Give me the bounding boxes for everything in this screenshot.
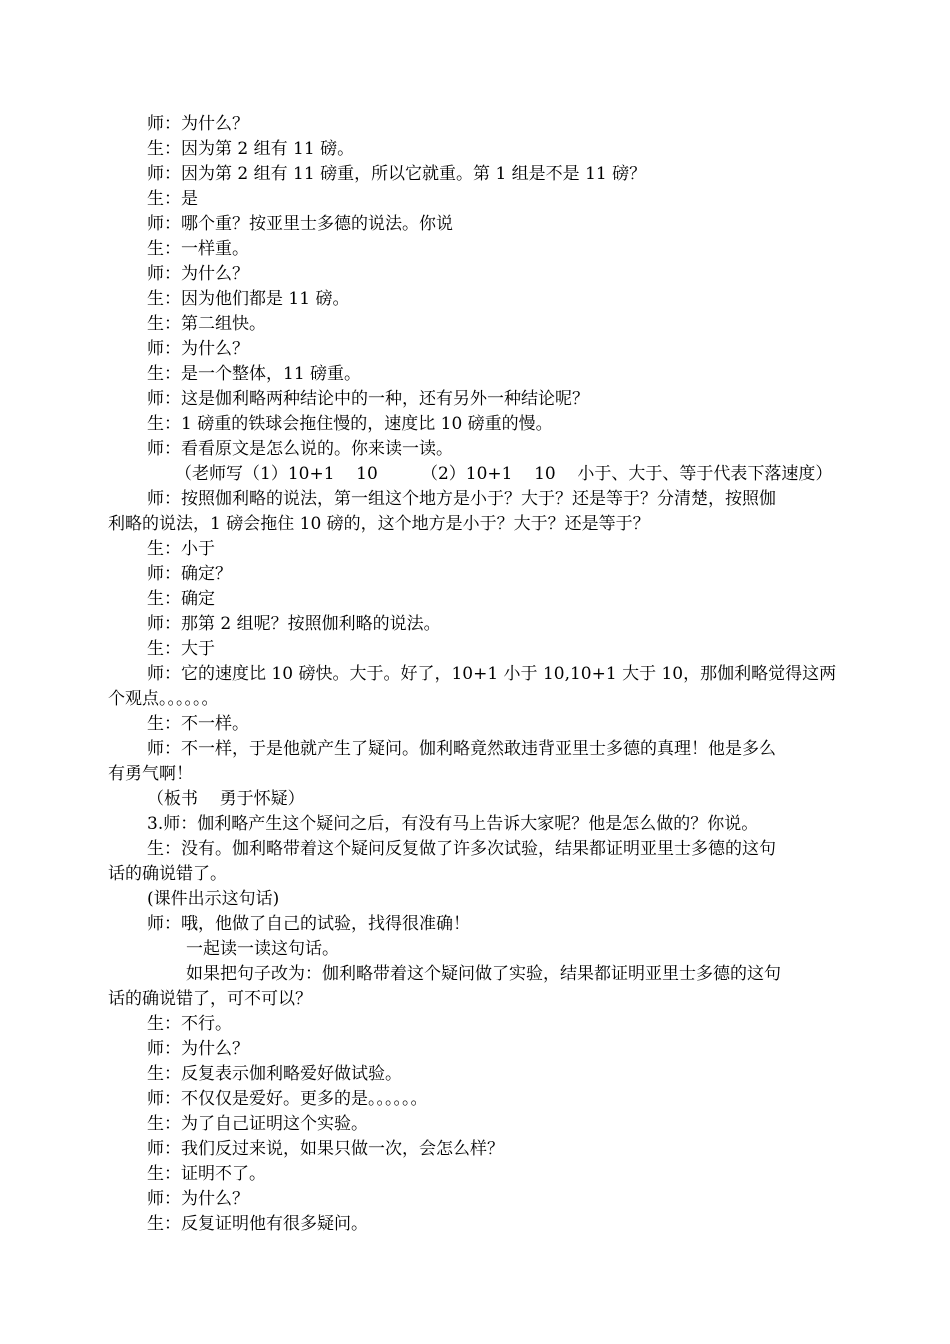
text-line: 生：大于: [147, 639, 215, 659]
text-line: 一起读一读这句话。: [186, 939, 339, 959]
text-line: 师：按照伽利略的说法，第一组这个地方是小于？大于？还是等于？分清楚，按照伽: [147, 489, 776, 509]
text-line: 师：我们反过来说，如果只做一次，会怎么样？: [147, 1139, 504, 1159]
text-line: （老师写（1）10+1 10 （2）10+1 10 小于、大于、等于代表下落速度）: [175, 464, 833, 484]
text-line: 师：为什么？: [147, 1189, 249, 1209]
text-line: 生：因为第 2 组有 11 磅。: [147, 139, 355, 159]
text-line: 利略的说法，1 磅会拖住 10 磅的，这个地方是小于？大于？还是等于？: [108, 514, 650, 534]
text-line: 话的确说错了。: [108, 864, 227, 884]
text-line: 师：为什么？: [147, 339, 249, 359]
text-line: (课件出示这句话): [147, 889, 280, 909]
text-line: 生：为了自己证明这个实验。: [147, 1114, 368, 1134]
text-line: 个观点。。。。。。: [108, 689, 219, 709]
text-line: 生：1 磅重的铁球会拖住慢的，速度比 10 磅重的慢。: [147, 414, 553, 434]
text-line: 生：小于: [147, 539, 215, 559]
text-line: 生：第二组快。: [147, 314, 266, 334]
text-line: 师：为什么？: [147, 264, 249, 284]
text-line: 生：确定: [147, 589, 215, 609]
text-line: 生：反复证明他有很多疑问。: [147, 1214, 368, 1234]
text-line: 师：哪个重？按亚里士多德的说法。你说: [147, 214, 453, 234]
text-line: 生：不行。: [147, 1014, 232, 1034]
text-line: 师：看看原文是怎么说的。你来读一读。: [147, 439, 453, 459]
text-line: 如果把句子改为：伽利略带着这个疑问做了实验，结果都证明亚里士多德的这句: [186, 964, 781, 984]
text-line: 生：反复表示伽利略爱好做试验。: [147, 1064, 402, 1084]
text-line: 生：是: [147, 189, 198, 209]
text-line: 有勇气啊！: [108, 764, 193, 784]
text-line: 师：这是伽利略两种结论中的一种，还有另外一种结论呢？: [147, 389, 589, 409]
text-line: 师：确定？: [147, 564, 232, 584]
text-line: 师：哦，他做了自己的试验，找得很准确！: [147, 914, 470, 934]
text-line: 话的确说错了，可不可以？: [108, 989, 312, 1009]
text-line: 生：因为他们都是 11 磅。: [147, 289, 350, 309]
text-line: 师：为什么？: [147, 114, 249, 134]
text-line: 师：不仅仅是爱好。更多的是。。。。。。: [147, 1089, 428, 1109]
text-line: 师：那第 2 组呢？按照伽利略的说法。: [147, 614, 441, 634]
text-line: 3.师：伽利略产生这个疑问之后，有没有马上告诉大家呢？他是怎么做的？你说。: [147, 814, 759, 834]
text-line: 师：因为第 2 组有 11 磅重，所以它就重。第 1 组是不是 11 磅？: [147, 164, 647, 184]
text-line: 生：是一个整体，11 磅重。: [147, 364, 362, 384]
text-line: 生：不一样。: [147, 714, 249, 734]
text-line: 师：不一样，于是他就产生了疑问。伽利略竟然敢违背亚里士多德的真理！他是多么: [147, 739, 776, 759]
text-line: 生：证明不了。: [147, 1164, 266, 1184]
text-line: 生：没有。伽利略带着这个疑问反复做了许多次试验，结果都证明亚里士多德的这句: [147, 839, 776, 859]
text-line: 师：它的速度比 10 磅快。大于。好了，10+1 小于 10,10+1 大于 10，那伽利略觉得这两: [147, 664, 837, 684]
text-line: 生：一样重。: [147, 239, 249, 259]
text-line: （板书 勇于怀疑）: [147, 789, 305, 809]
text-line: 师：为什么？: [147, 1039, 249, 1059]
